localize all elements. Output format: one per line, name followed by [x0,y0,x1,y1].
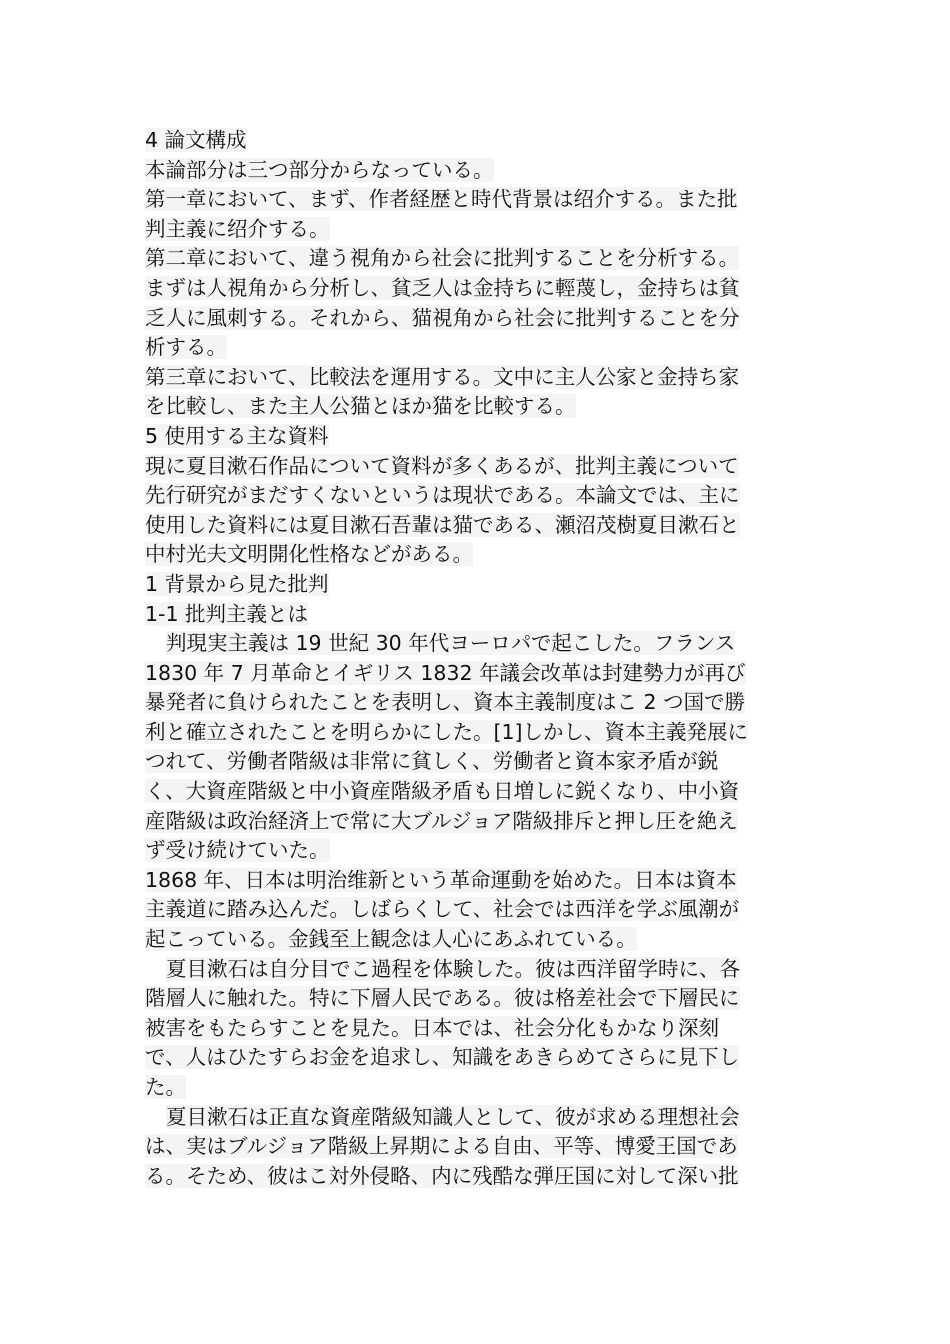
text-line: を比較し、また主人公猫とほか猫を比較する。 [145,394,576,419]
text-line: 現に夏目漱石作品について資料が多くあるが、批判主義について [145,453,739,478]
text-line: る。そため、彼はこ対外侵略、内に残酷な弾圧国に対して深い批 [145,1163,739,1188]
text-line: 本論部分は三つ部分からなっている。 [145,157,494,182]
text-line: 判主義に绍介する。 [145,216,330,241]
text-line: 利と確立されたことを明らかにした。[1]しかし、資本主義発展に [145,719,749,744]
text-line: 使用した資料には夏目漱石吾輩は猫である、瀬沼茂樹夏目漱石と [145,512,740,537]
text-line: は、実はブルジョア階級上昇期による自由、平等、博愛王国であ [145,1134,738,1159]
text-line: 1868 年、日本は明治维新という革命運動を始めた。日本は資本 [145,867,737,892]
text-line: 夏目漱石は自分目でこ過程を体験した。彼は西洋留学時に、各 [166,956,740,981]
text-line: 産階級は政治経済上で常に大ブルジョア階級排斥と押し圧を絶え [145,808,738,833]
text-line: 第二章において、違う視角から社会に批判することを分析する。 [145,246,740,271]
text-line: 乏人に風刺する。それから、猫視角から社会に批判することを分 [145,305,740,330]
text-line: ず受け続けていた。 [145,838,330,863]
text-line: 先行研究がまだすくないというは現状である。本論文では、主に [145,483,740,508]
text-line: 暴発者に負けられたことを表明し、資本主義制度はこ 2 つ国で勝 [145,690,746,715]
text-line: まずは人視角から分析し、貧乏人は金持ちに輕蔑し，金持ちは貧 [145,275,740,300]
text-line: つれて、労働者階級は非常に貧しく、労働者と資本家矛盾が鋭 [145,749,719,774]
heading-materials: 5 使用する主な資料 [145,423,329,448]
document-body [145,126,805,1191]
text-line: 被害をもたらすことを見た。日本では、社会分化もかなり深刻 [145,1015,719,1040]
text-line: く、大資産階級と中小資産階級矛盾も日増しに鋭くなり、中小資 [145,779,740,804]
text-line: 階層人に触れた。特に下層人民である。彼は格差社会で下層民に [145,986,740,1011]
text-line: た。 [145,1075,186,1099]
text-line: 判現実主義は 19 世紀 30 年代ヨーロパで起こした。フランス [166,631,736,656]
text-line: 中村光夫文明開化性格などがある。 [145,542,473,567]
text-line: で、人はひたすらお金を追求し、知識をあきらめてさらに見下し [145,1045,740,1070]
text-line: 1830 年 7 月革命とイギリス 1832 年議会改革は封建勢力が再び [145,660,746,685]
heading-background-criticism: 1 背景から見た批判 [145,571,329,596]
text-line: 起こっている。金銭至上観念は人心にあふれている。 [145,927,637,952]
text-line: 析する。 [145,335,227,360]
heading-criticism-definition: 1-1 批判主義とは [145,601,308,626]
text-line: 主義道に踏み込んだ。しばらくして、社会では西洋を学ぶ風潮が [145,897,740,922]
text-line: 夏目漱石は正直な資産階級知識人として、彼が求める理想社会 [166,1104,740,1129]
text-line: 第一章において、まず、作者経歴と時代背景は绍介する。また批 [145,187,738,212]
text-line: 第三章において、比較法を運用する。文中に主人公家と金持ち家 [145,364,740,389]
heading-thesis-structure: 4 論文構成 [145,128,247,152]
